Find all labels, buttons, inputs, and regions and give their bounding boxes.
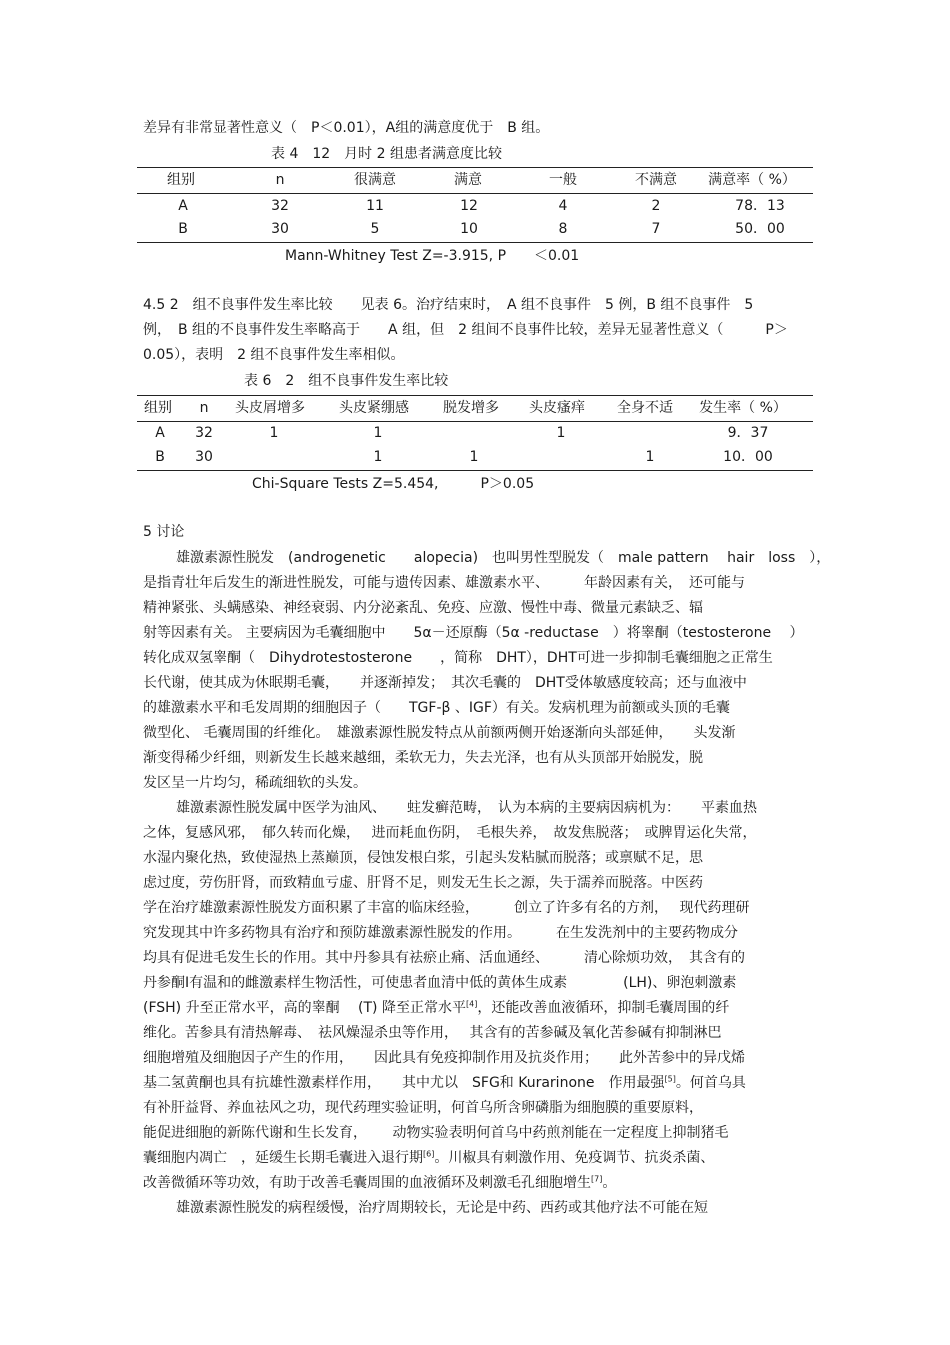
section-45-line: 4.5 2 组不良事件发生率比较 见表 6。治疗结束时， A 组不良事件 5 例，B 组不良事件 5 (143, 297, 754, 313)
table4-cell: 4 (558, 198, 568, 214)
table4-caption: 表 4 12 月时 2 组患者满意度比较 (271, 146, 502, 162)
para1-line: 渐变得稀少纤细，则新发生长越来越细，柔软无力，失去光泽，也有从头顶部开始脱发，脱 (143, 750, 703, 766)
para2-line: 虑过度，劳伤肝肾，而致精血亏虚、肝肾不足，则发无生长之源，失于濡养而脱落。中医药 (143, 875, 703, 891)
para2-line (143, 1149, 714, 1167)
citation-ref[interactable]: [6] (423, 1149, 435, 1159)
table6-bottom-rule (137, 470, 813, 471)
table6-cell: 1 (556, 425, 566, 441)
para2-text: (FSH) 升至正常水平，高的睾酮 (T) 降至正常水平 (143, 1000, 466, 1016)
para1-line: 微型化、 毛囊周围的纤维化。 雄激素源性脱发特点从前额两侧开始逐渐向头部延伸， 头发渐 (143, 725, 736, 741)
table4-header-rule (137, 193, 813, 194)
para1-line: 发区呈一片均匀，稀疏细软的头发。 (143, 775, 367, 791)
para2-line: 维化。苦参具有清热解毒、 祛风燥湿杀虫等作用， 其含有的苦参碱及氧化苦参碱有抑制淋巴 (143, 1025, 722, 1041)
para2-line: 之体，复感风邪， 郁久转而化燥， 进而耗血伤阴， 毛根失养， 故发焦脱落； 或脾胃运化失常， (143, 825, 757, 841)
para1-line: 长代谢，使其成为休眠期毛囊， 并逐渐掉发； 其次毛囊的 DHT受体敏感度较高；还与血液中 (143, 675, 747, 691)
table6-cell: 30 (195, 449, 213, 465)
para2-line: 细胞增殖及细胞因子产生的作用， 因此具有免疫抑制作用及抗炎作用； 此外苦参中的异戊烯 (143, 1050, 745, 1066)
para2-text: 囊细胞内凋亡 ，延缓生长期毛囊进入退行期 (143, 1150, 423, 1166)
para2-line: 丹参酮Ⅰ有温和的雌激素样生物活性，可使患者血清中低的黄体生成素 (LH)、卵泡刺激素 (143, 975, 737, 991)
citation-ref[interactable]: [4] (465, 999, 478, 1009)
table4-cell: A (178, 198, 188, 214)
table6-caption: 表 6 2 组不良事件发生率比较 (244, 373, 449, 389)
table6-note: Chi-Square Tests Z=5.454, P＞0.05 (252, 476, 535, 492)
table6-header-rule (137, 421, 813, 422)
table6-cell: A (155, 425, 165, 441)
table4-cell: 30 (271, 221, 289, 237)
table6-header-cell: 头皮瘙痒 (529, 400, 585, 416)
table4-header-cell: 满意率（ %） (708, 172, 796, 188)
para3-line: 雄激素源性脱发的病程缓慢，治疗周期较长，无论是中药、西药或其他疗法不可能在短 (176, 1200, 708, 1216)
para2-line: 能促进细胞的新陈代谢和生长发育， 动物实验表明何首乌中药煎剂能在一定程度上抑制猪毛 (143, 1125, 729, 1141)
table6-cell: 1 (269, 425, 279, 441)
table6-cell: 9．37 (727, 425, 769, 441)
para2-line: 有补肝益肾、养血祛风之功，现代药理实验证明，何首乌所含卵磷脂为细胞膜的重要原料， (143, 1100, 703, 1116)
para2-line: 水湿内聚化热，致使湿热上蒸巅顶，侵蚀发根白浆，引起头发粘腻而脱落；或禀赋不足，思 (143, 850, 703, 866)
table4-cell: 78．13 (735, 198, 785, 214)
table6-cell: 10．00 (723, 449, 773, 465)
para1-line: 是指青壮年后发生的渐进性脱发，可能与遗传因素、雄激素水平、 年龄因素有关， 还可能与 (143, 575, 745, 591)
table4-header-cell: 不满意 (635, 172, 677, 188)
citation-ref[interactable]: [5] (664, 1074, 676, 1084)
table6-cell: 1 (373, 425, 383, 441)
para2-text: 改善微循环等功效，有助于改善毛囊周围的血液循环及刺激毛孔细胞增生 (143, 1175, 591, 1191)
table6-header-cell: 全身不适 (617, 400, 673, 416)
table4-header-cell: 一般 (549, 172, 577, 188)
table4-cell: 2 (651, 198, 661, 214)
section-45-line: 0.05），表明 2 组不良事件发生率相似。 (143, 347, 405, 363)
table4-cell: 11 (366, 198, 384, 214)
table4-cell: 32 (271, 198, 289, 214)
para2-text: 基二氢黄酮也具有抗雄性激素样作用， 其中尤以 SFG和 Kurarinone 作用最强 (143, 1075, 665, 1091)
table6-cell: 1 (373, 449, 383, 465)
para2-text: 。 (602, 1175, 617, 1191)
para2-text: 。何首乌具 (675, 1075, 746, 1091)
table4-cell: 50．00 (735, 221, 785, 237)
table4-cell: 8 (558, 221, 568, 237)
para2-line (143, 1074, 746, 1092)
para2-text: ，还能改善血液循环，抑制毛囊周围的纤 (477, 1000, 730, 1016)
table6-header-cell: 发生率（ %） (699, 400, 787, 416)
table6-cell: 1 (469, 449, 479, 465)
para1-line: 转化成双氢睾酮（ Dihydrotestosterone ，简称 DHT），DHT可进一步抑制毛囊细胞之正常生 (143, 650, 773, 666)
intro-line: 差异有非常显著性意义（ P＜0.01），A组的满意度优于 B 组。 (143, 120, 550, 136)
table6-header-cell: 头皮屑增多 (235, 400, 305, 416)
table4-cell: 5 (370, 221, 380, 237)
table4-bottom-rule (137, 242, 813, 243)
table4-cell: B (178, 221, 188, 237)
table4-header-cell: 满意 (454, 172, 482, 188)
table6-cell: B (155, 449, 165, 465)
para2-line: 究发现其中许多药物具有治疗和预防雄激素源性脱发的作用。 在生发洗剂中的主要药物成分 (143, 925, 738, 941)
para2-line (143, 999, 729, 1017)
para2-line: 均具有促进毛发生长的作用。其中丹参具有祛瘀止痛、活血通经、 清心除烦功效， 其含有的 (143, 950, 745, 966)
table4-cell: 7 (651, 221, 661, 237)
table6-header-cell: 组别 (144, 400, 172, 416)
para2-line: 雄激素源性脱发属中医学为油风、 蛀发癣范畴， 认为本病的主要病因病机为： 平素血热 (176, 800, 757, 816)
table4-note: Mann-Whitney Test Z=-3.915, P ＜0.01 (285, 248, 580, 264)
para1-line: 雄激素源性脱发 (androgenetic alopecia) 也叫男性型脱发（ male pattern hair loss ）， (176, 550, 831, 566)
citation-ref[interactable]: [7] (591, 1174, 603, 1184)
para2-line: 学在治疗雄激素源性脱发方面积累了丰富的临床经验， 创立了许多有名的方剂， 现代药理研 (143, 900, 750, 916)
table4-header-cell: 组别 (167, 172, 195, 188)
table6-cell: 32 (195, 425, 213, 441)
table6-header-cell: 头皮紧绷感 (339, 400, 409, 416)
section-5-title: 5 讨论 (143, 524, 185, 540)
table4-top-rule (137, 167, 813, 168)
table6-header-cell: 脱发增多 (443, 400, 499, 416)
para1-line: 精神紧张、头螨感染、神经衰弱、内分泌紊乱、免疫、应激、慢性中毒、微量元素缺乏、辐 (143, 600, 703, 616)
para2-line (143, 1174, 616, 1192)
table4-cell: 10 (460, 221, 478, 237)
para2-text: 。川椒具有刺激作用、免疫调节、抗炎杀菌、 (434, 1150, 715, 1166)
para1-line: 的雄激素水平和毛发周期的细胞因子（ TGF-β 、IGF）有关。发病机理为前额或头顶的毛囊 (143, 700, 730, 716)
para1-line: 射等因素有关。 主要病因为毛囊细胞中 5α－还原酶（5α -reductase ）将睾酮（testosterone ） (143, 625, 804, 641)
table4-cell: 12 (460, 198, 478, 214)
table4-header-cell: n (275, 172, 285, 188)
table4-header-cell: 很满意 (354, 172, 396, 188)
table6-header-cell: n (199, 400, 209, 416)
section-45-line: 例， B 组的不良事件发生率略高于 A 组，但 2 组间不良事件比较，差异无显著性意义（ P＞ (143, 322, 788, 338)
table6-cell: 1 (645, 449, 655, 465)
table6-top-rule (137, 395, 813, 396)
